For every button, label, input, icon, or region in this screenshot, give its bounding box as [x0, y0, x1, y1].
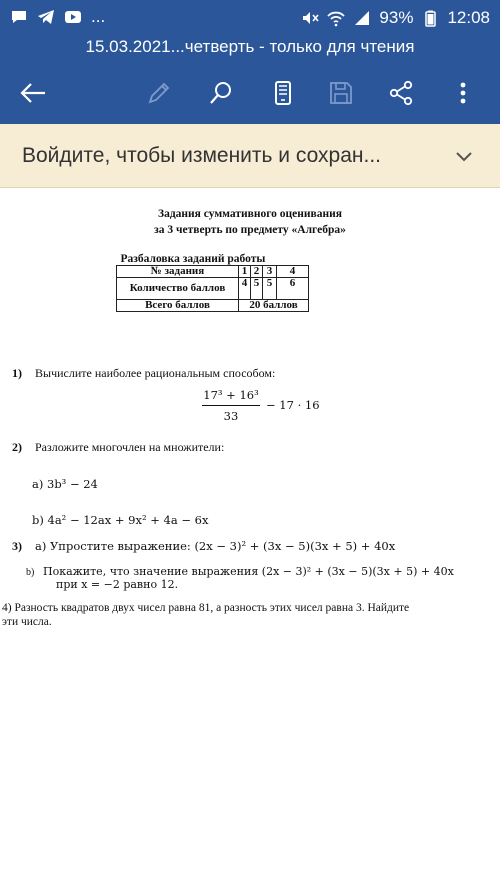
document-page — [0, 188, 500, 888]
reading-view-button[interactable] — [264, 74, 302, 112]
chevron-down-icon[interactable] — [452, 144, 476, 168]
scores-table — [116, 254, 309, 312]
expression-rest: − 17 · 16 — [266, 398, 320, 412]
banner-text: Войдите, чтобы изменить и сохран... — [22, 144, 381, 167]
table-cell: 5 — [251, 278, 263, 300]
share-icon — [387, 79, 415, 107]
table-cell: 3 — [263, 266, 277, 278]
sign-in-banner[interactable] — [0, 124, 500, 188]
question-1 — [12, 366, 275, 381]
status-bar — [0, 0, 500, 36]
doc-heading-line1: Задания суммативного оценивания — [158, 208, 342, 220]
question-number: 2) — [12, 440, 22, 454]
question-3b-label: b) — [26, 567, 35, 578]
mute-icon — [301, 9, 319, 27]
table-cell: 20 баллов — [239, 300, 309, 312]
pencil-icon — [145, 79, 173, 107]
question-2a: a) 3b³ − 24 — [32, 477, 98, 491]
question-number: 3) — [12, 539, 22, 553]
table-cell: 1 — [239, 266, 251, 278]
question-number: 1) — [12, 366, 22, 380]
share-button[interactable] — [382, 74, 420, 112]
clock: 12:08 — [447, 8, 490, 27]
back-button[interactable] — [14, 74, 52, 112]
question-3b-line2: при x = −2 равно 12. — [56, 578, 179, 591]
toolbar — [0, 62, 500, 124]
table-cell: 4 — [277, 266, 309, 278]
table-cell: 2 — [251, 266, 263, 278]
save-button[interactable] — [322, 74, 360, 112]
question-4-line1: 4) Разность квадратов двух чисел равна 81, а разность этих чисел равна 3. Найдите — [2, 602, 410, 614]
search-icon — [207, 79, 235, 107]
more-vertical-icon — [449, 79, 477, 107]
question-3 — [12, 539, 395, 554]
question-4-line2: эти числа. — [2, 616, 52, 628]
question-text: Разложите многочлен на множители: — [35, 440, 225, 454]
telegram-icon — [37, 8, 55, 26]
wifi-icon — [327, 9, 345, 27]
table-cell: Всего баллов — [117, 300, 239, 312]
doc-heading-line2: за 3 четверть по предмету «Алгебра» — [154, 224, 346, 236]
question-2 — [12, 440, 224, 455]
battery-icon — [421, 9, 439, 27]
fraction-bar — [202, 405, 260, 406]
table-cell: 5 — [263, 278, 277, 300]
question-3b — [26, 564, 454, 579]
table-cell: 6 — [277, 278, 309, 300]
question-3b-line1: Покажите, что значение выражения (2x − 3)² + (3x − 5)(3x + 5) + 40x — [43, 565, 454, 578]
save-icon — [327, 79, 355, 107]
table-cell: № задания — [117, 266, 239, 278]
youtube-icon — [64, 8, 82, 26]
fraction-numerator: 17³ + 16³ — [203, 388, 259, 402]
battery-percent: 93% — [379, 8, 414, 27]
back-arrow-icon — [18, 78, 48, 108]
document-title: 15.03.2021...четверть - только для чтения — [0, 36, 500, 62]
question-2b: b) 4a² − 12ax + 9x² + 4a − 6x — [32, 513, 209, 527]
table-caption: Разбаловка заданий работы — [117, 254, 309, 266]
more-options-button[interactable] — [444, 74, 482, 112]
search-button[interactable] — [202, 74, 240, 112]
phone-view-icon — [269, 79, 297, 107]
fraction-denominator: 33 — [223, 409, 239, 423]
table-cell: 4 — [239, 278, 251, 300]
chat-bubble-icon — [10, 8, 28, 26]
edit-button[interactable] — [140, 74, 178, 112]
question-text: Вычислите наиболее рациональным способом: — [35, 366, 276, 380]
notification-dots: ... — [91, 7, 106, 26]
table-cell: Количество баллов — [117, 278, 239, 300]
question-3a: a) Упростите выражение: (2x − 3)² + (3x − 5)(3x + 5) + 40x — [35, 539, 396, 553]
signal-icon — [353, 9, 371, 27]
